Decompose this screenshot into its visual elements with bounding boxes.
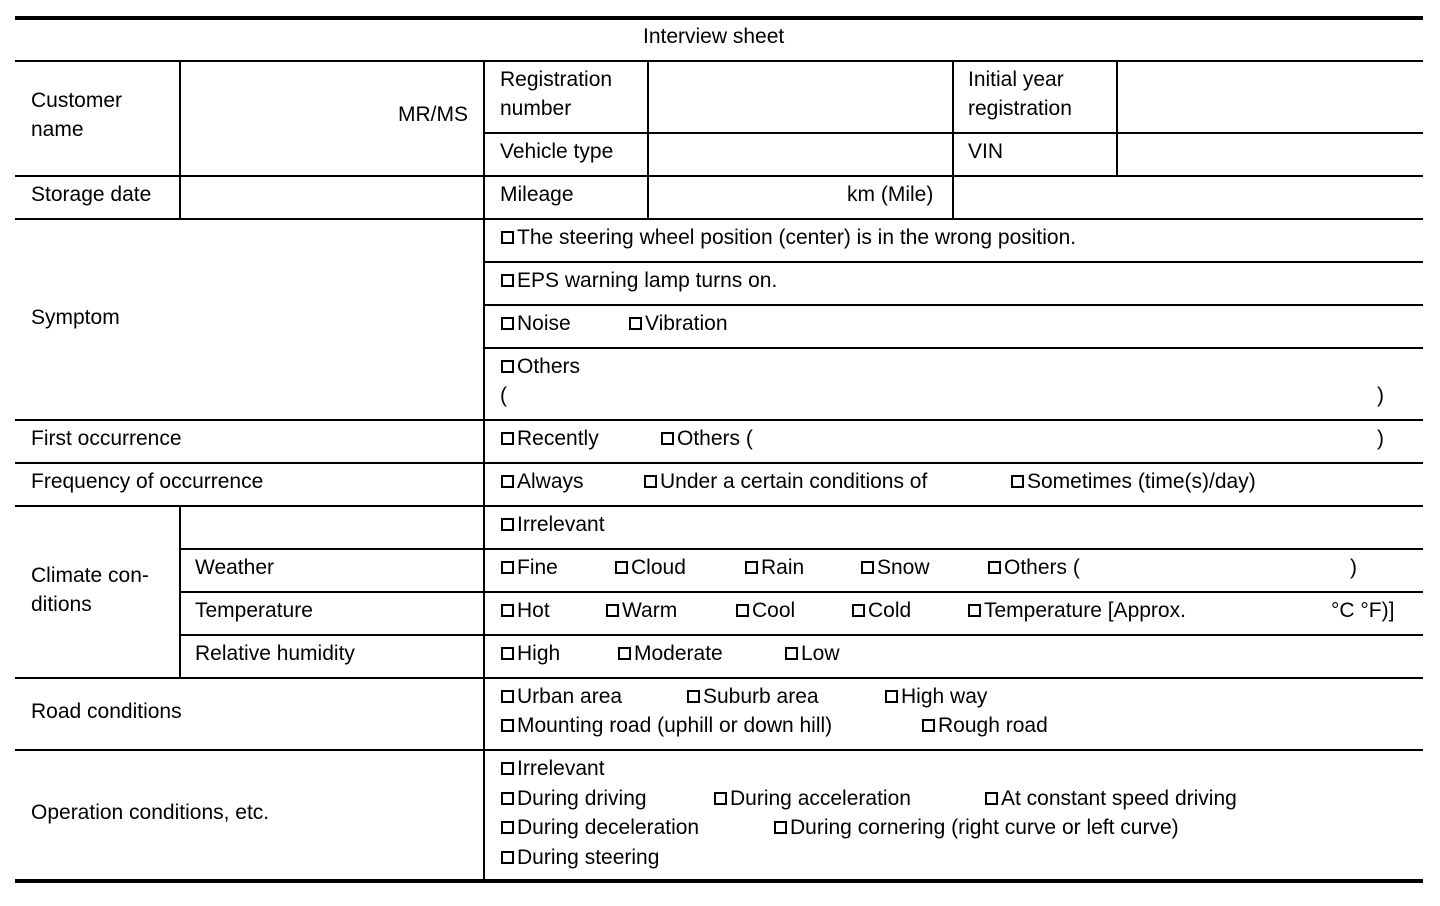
first-option-recently[interactable]: Recently [501, 424, 599, 453]
checkbox-icon[interactable] [745, 561, 758, 574]
frequency-label: Frequency of occurrence [31, 470, 264, 493]
checkbox-icon[interactable] [714, 792, 727, 805]
checkbox-icon[interactable] [501, 561, 514, 574]
humidity-label: Relative humidity [195, 642, 355, 665]
col-main-divider [483, 60, 485, 881]
checkbox-icon[interactable] [644, 475, 657, 488]
rule-under-climate [15, 677, 1423, 679]
temp-option-hot[interactable]: Hot [501, 596, 550, 625]
checkbox-icon[interactable] [501, 360, 514, 373]
frequency-option-sometimes[interactable]: Sometimes (time(s)/day) [1011, 467, 1256, 496]
symptom-others-open-paren: ( [500, 384, 507, 407]
rule-under-storage [15, 218, 1423, 220]
initial-year-label: Initial year registration [968, 68, 1072, 120]
checkbox-icon[interactable] [988, 561, 1001, 574]
weather-label: Weather [195, 556, 274, 579]
checkbox-icon[interactable] [629, 317, 642, 330]
operation-option-driving[interactable]: During driving [501, 784, 647, 813]
frequency-option-conditions[interactable]: Under a certain conditions of [644, 467, 927, 496]
first-occurrence-label: First occurrence [31, 427, 182, 450]
humidity-option-moderate[interactable]: Moderate [618, 639, 723, 668]
mileage-field[interactable] [954, 177, 1421, 217]
symptom-option-steering[interactable]: The steering wheel position (center) is in the wrong position. [501, 223, 1076, 252]
temp-option-warm[interactable]: Warm [606, 596, 677, 625]
operation-option-acceleration[interactable]: During acceleration [714, 784, 911, 813]
humidity-option-low[interactable]: Low [785, 639, 840, 668]
customer-name-label: Customer name [31, 89, 123, 141]
vehicle-type-label: Vehicle type [500, 140, 614, 163]
checkbox-icon[interactable] [501, 851, 514, 864]
storage-date-field[interactable] [181, 177, 481, 217]
rule-symptom-1 [484, 261, 1423, 263]
checkbox-icon[interactable] [774, 821, 787, 834]
checkbox-icon[interactable] [852, 604, 865, 617]
weather-option-others[interactable]: Others ( [988, 553, 1080, 582]
operation-option-cornering[interactable]: During cornering (right curve or left curve) [774, 813, 1179, 842]
climate-label: Climate con- ditions [31, 564, 149, 616]
checkbox-icon[interactable] [501, 762, 514, 775]
temp-option-cold[interactable]: Cold [852, 596, 911, 625]
mileage-label: Mileage [500, 183, 574, 206]
temp-option-approx[interactable]: Temperature [Approx. [968, 596, 1186, 625]
operation-option-steering[interactable]: During steering [501, 843, 659, 872]
temp-option-cool[interactable]: Cool [736, 596, 795, 625]
operation-option-constant[interactable]: At constant speed driving [985, 784, 1237, 813]
checkbox-icon[interactable] [501, 821, 514, 834]
checkbox-icon[interactable] [501, 317, 514, 330]
checkbox-icon[interactable] [922, 719, 935, 732]
weather-option-rain[interactable]: Rain [745, 553, 804, 582]
top-rule [15, 16, 1423, 20]
symptom-option-eps[interactable]: EPS warning lamp turns on. [501, 266, 777, 295]
humidity-option-high[interactable]: High [501, 639, 560, 668]
operation-label: Operation conditions, etc. [31, 801, 270, 824]
temp-units: °C °F)] [1331, 599, 1395, 622]
checkbox-icon[interactable] [1011, 475, 1024, 488]
weather-option-snow[interactable]: Snow [861, 553, 930, 582]
checkbox-icon[interactable] [606, 604, 619, 617]
road-label: Road conditions [31, 700, 182, 723]
symptom-others-close-paren: ) [1377, 384, 1384, 407]
checkbox-icon[interactable] [501, 475, 514, 488]
registration-number-field[interactable] [649, 62, 951, 131]
mrms-label: MR/MS [398, 103, 468, 126]
mileage-unit: km (Mile) [847, 183, 934, 206]
checkbox-icon[interactable] [985, 792, 998, 805]
checkbox-icon[interactable] [785, 647, 798, 660]
operation-option-deceleration[interactable]: During deceleration [501, 813, 699, 842]
vehicle-type-field[interactable] [649, 134, 951, 174]
road-option-highway[interactable]: High way [885, 682, 987, 711]
storage-date-label: Storage date [31, 183, 152, 206]
climate-option-irrelevant[interactable]: Irrelevant [501, 510, 605, 539]
symptom-option-vibration[interactable]: Vibration [629, 309, 728, 338]
rule-under-symptom [15, 419, 1423, 421]
road-option-rough[interactable]: Rough road [922, 711, 1048, 740]
first-option-others[interactable]: Others ( [661, 424, 753, 453]
checkbox-icon[interactable] [968, 604, 981, 617]
checkbox-icon[interactable] [501, 432, 514, 445]
symptom-option-others[interactable]: Others [501, 352, 580, 381]
vin-field[interactable] [1118, 134, 1421, 174]
vin-label: VIN [968, 140, 1004, 163]
rule-climate-3 [180, 634, 1423, 636]
symptom-option-noise[interactable]: Noise [501, 309, 571, 338]
temperature-label: Temperature [195, 599, 313, 622]
checkbox-icon[interactable] [501, 274, 514, 287]
checkbox-icon[interactable] [618, 647, 631, 660]
frequency-option-always[interactable]: Always [501, 467, 584, 496]
checkbox-icon[interactable] [861, 561, 874, 574]
page-title: Interview sheet [643, 25, 785, 48]
checkbox-icon[interactable] [501, 690, 514, 703]
operation-option-irrelevant[interactable]: Irrelevant [501, 754, 605, 783]
weather-option-fine[interactable]: Fine [501, 553, 558, 582]
rule-climate-2 [180, 591, 1423, 593]
registration-number-label: Registration number [500, 68, 613, 120]
col-climate-divider [179, 505, 181, 677]
checkbox-icon[interactable] [501, 647, 514, 660]
checkbox-icon[interactable] [501, 518, 514, 531]
checkbox-icon[interactable] [501, 792, 514, 805]
weather-others-close-paren: ) [1350, 556, 1357, 579]
rule-under-first [15, 462, 1423, 464]
weather-option-cloud[interactable]: Cloud [615, 553, 686, 582]
road-option-suburb[interactable]: Suburb area [687, 682, 819, 711]
rule-under-frequency [15, 505, 1423, 507]
rule-symptom-2 [484, 304, 1423, 306]
symptom-label: Symptom [31, 306, 120, 329]
checkbox-icon[interactable] [501, 231, 514, 244]
checkbox-icon[interactable] [736, 604, 749, 617]
checkbox-icon[interactable] [661, 432, 674, 445]
road-option-mounting[interactable]: Mounting road (uphill or down hill) [501, 711, 832, 740]
checkbox-icon[interactable] [501, 719, 514, 732]
rule-climate-1 [180, 548, 1423, 550]
road-option-urban[interactable]: Urban area [501, 682, 622, 711]
checkbox-icon[interactable] [687, 690, 700, 703]
bottom-rule [15, 879, 1423, 883]
checkbox-icon[interactable] [885, 690, 898, 703]
checkbox-icon[interactable] [501, 604, 514, 617]
initial-year-field[interactable] [1118, 62, 1421, 131]
first-others-close-paren: ) [1377, 427, 1384, 450]
checkbox-icon[interactable] [615, 561, 628, 574]
interview-sheet [15, 18, 1423, 884]
rule-under-road [15, 749, 1423, 751]
rule-symptom-3 [484, 347, 1423, 349]
